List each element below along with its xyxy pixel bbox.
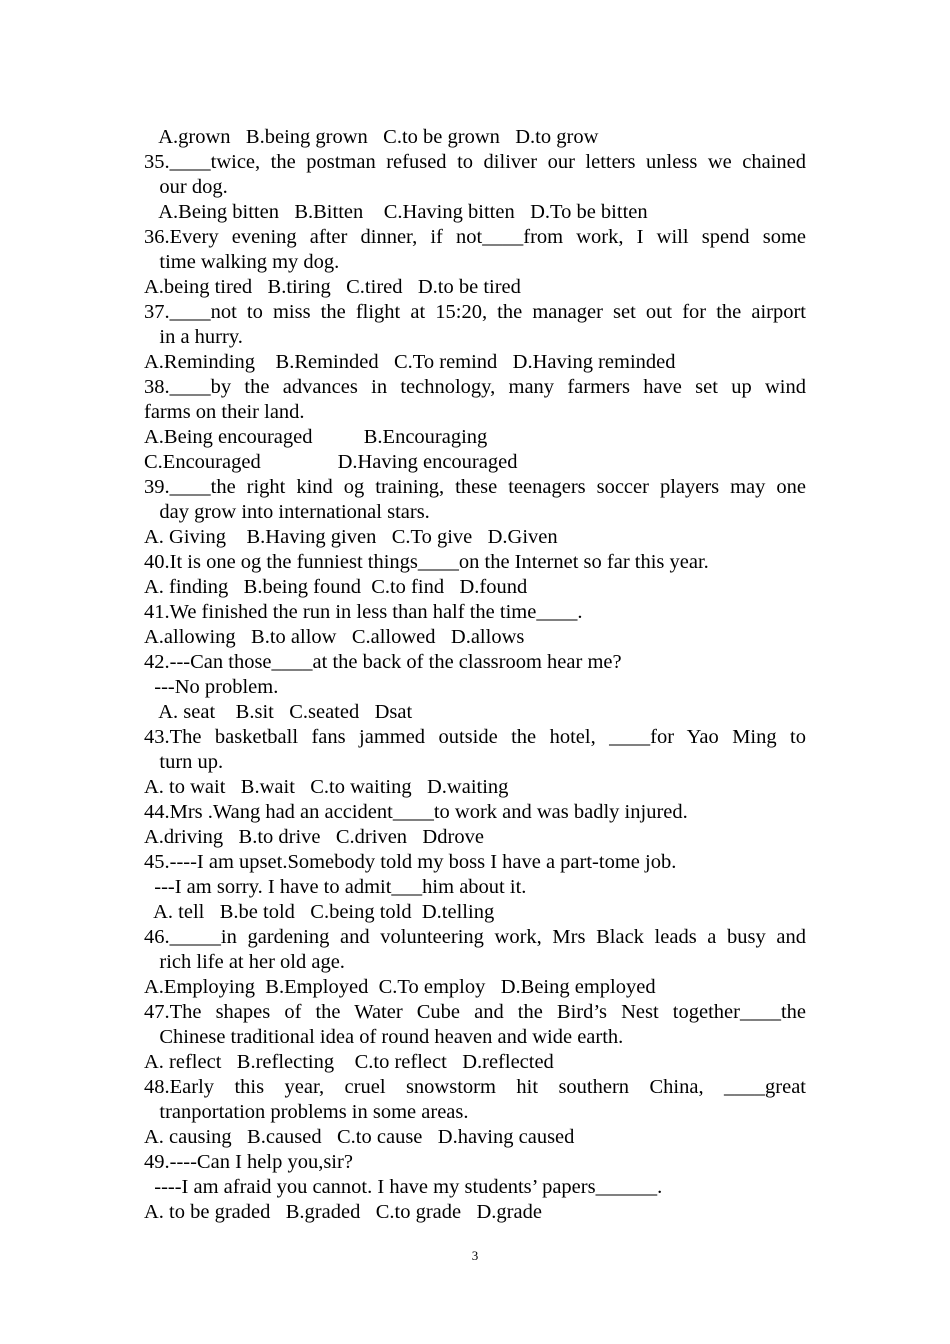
text-line: 48.Early this year, cruel snowstorm hit southern China, ____great: [144, 1076, 806, 1098]
text-line: 39.____the right kind og training, these teenagers soccer players may one: [144, 476, 806, 498]
text-line: 36.Every evening after dinner, if not____from work, I will spend some: [144, 226, 806, 248]
text-line: A. finding B.being found C.to find D.found: [144, 576, 528, 598]
text-line: 49.----Can I help you,sir?: [144, 1151, 353, 1173]
text-line: rich life at her old age.: [144, 951, 345, 973]
text-line: day grow into international stars.: [144, 501, 430, 523]
text-line: A. seat B.sit C.seated Dsat: [144, 701, 413, 723]
text-line: 37.____not to miss the flight at 15:20, the manager set out for the airport: [144, 301, 806, 323]
text-line: ---I am sorry. I have to admit___him about it.: [144, 876, 527, 898]
text-line: 38.____by the advances in technology, many farmers have set up wind: [144, 376, 806, 398]
text-line: our dog.: [144, 176, 228, 198]
text-line: A.Employing B.Employed C.To employ D.Being employed: [144, 976, 656, 998]
text-line: 46._____in gardening and volunteering work, Mrs Black leads a busy and: [144, 926, 806, 948]
text-line: A.Reminding B.Reminded C.To remind D.Having reminded: [144, 351, 676, 373]
text-line: 35.____twice, the postman refused to diliver our letters unless we chained: [144, 151, 806, 173]
text-line: C.Encouraged D.Having encouraged: [144, 451, 518, 473]
text-line: time walking my dog.: [144, 251, 340, 273]
text-line: 41.We finished the run in less than half the time____.: [144, 601, 583, 623]
text-line: A.Being encouraged B.Encouraging: [144, 426, 488, 448]
text-line: A.grown B.being grown C.to be grown D.to grow: [144, 126, 599, 148]
text-line: turn up.: [144, 751, 224, 773]
text-line: A.Being bitten B.Bitten C.Having bitten D.To be bitten: [144, 201, 648, 223]
text-line: 47.The shapes of the Water Cube and the Bird’s Nest together____the: [144, 1001, 806, 1023]
text-line: A.driving B.to drive C.driven Ddrove: [144, 826, 484, 848]
text-line: ----I am afraid you cannot. I have my students’ papers______.: [144, 1176, 663, 1198]
text-line: A. reflect B.reflecting C.to reflect D.reflected: [144, 1051, 554, 1073]
text-line: 42.---Can those____at the back of the classroom hear me?: [144, 651, 622, 673]
text-line: Chinese traditional idea of round heaven and wide earth.: [144, 1026, 624, 1048]
text-line: A. to wait B.wait C.to waiting D.waiting: [144, 776, 509, 798]
text-line: tranportation problems in some areas.: [144, 1101, 469, 1123]
text-line: A. Giving B.Having given C.To give D.Given: [144, 526, 558, 548]
text-line: A.allowing B.to allow C.allowed D.allows: [144, 626, 525, 648]
text-line: farms on their land.: [144, 401, 305, 423]
text-line: ---No problem.: [144, 676, 279, 698]
text-line: A. tell B.be told C.being told D.telling: [144, 901, 495, 923]
text-line: 43.The basketball fans jammed outside the hotel, ____for Yao Ming to: [144, 726, 806, 748]
text-line: 40.It is one og the funniest things____on the Internet so far this year.: [144, 551, 709, 573]
text-line: in a hurry.: [144, 326, 243, 348]
text-line: 45.----I am upset.Somebody told my boss I have a part-tome job.: [144, 851, 677, 873]
text-line: A. causing B.caused C.to cause D.having caused: [144, 1126, 575, 1148]
text-line: A.being tired B.tiring C.tired D.to be tired: [144, 276, 521, 298]
page-number: 3: [471, 1248, 479, 1263]
text-line: A. to be graded B.graded C.to grade D.grade: [144, 1201, 542, 1223]
text-line: 44.Mrs .Wang had an accident____to work and was badly injured.: [144, 801, 688, 823]
